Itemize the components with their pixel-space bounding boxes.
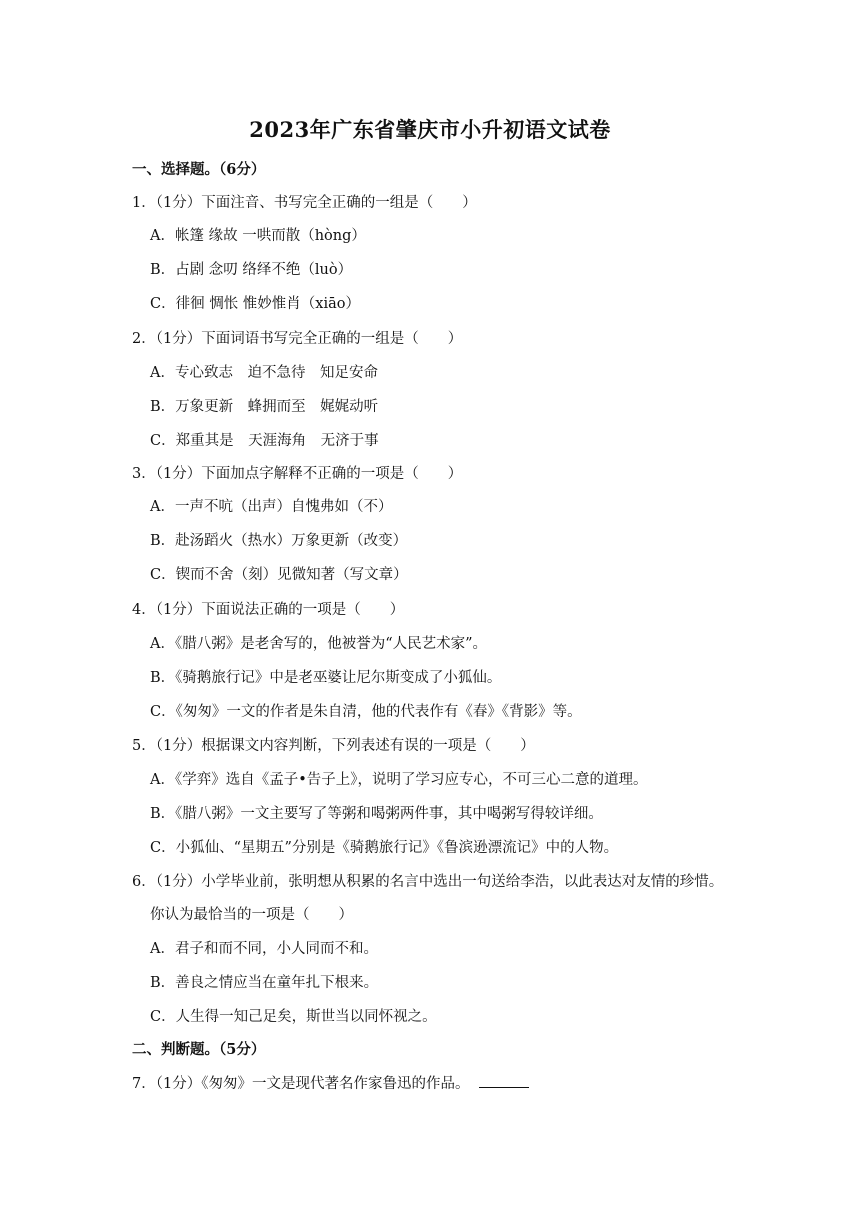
question-4-option-a: A．《腊八粥》是老舍写的，他被誉为“人民艺术家”。 <box>150 636 488 652</box>
answer-blank[interactable] <box>479 1073 529 1088</box>
question-2-option-c: C．郑重其是 天涯海角 无济于事 <box>150 433 379 449</box>
question-4-option-b: B．《骑鹅旅行记》中是老巫婆让尼尔斯变成了小狐仙。 <box>150 670 502 686</box>
question-stem-2: 2．（1分）下面词语书写完全正确的一组是（ ） <box>132 331 463 347</box>
question-2-option-b: B．万象更新 蜂拥而至 娓娓动听 <box>150 399 379 415</box>
question-6-option-c: C．人生得一知己足矣，斯世当以同怀视之。 <box>150 1009 437 1025</box>
question-6-option-a: A．君子和而不同，小人同而不和。 <box>150 941 378 957</box>
question-7-text: 7．（1分）《匆匆》一文是现代著名作家鲁迅的作品。 <box>132 1076 470 1092</box>
question-6-option-b: B．善良之情应当在童年扎下根来。 <box>150 975 379 991</box>
question-stem-1: 1．（1分）下面注音、书写完全正确的一组是（ ） <box>132 195 477 211</box>
section-heading-choice: 一、选择题。（6分） <box>132 161 266 178</box>
question-stem-5: 5．（1分）根据课文内容判断，下列表述有误的一项是（ ） <box>132 738 535 754</box>
question-3-option-b: B．赴汤蹈火（热水）万象更新（改变） <box>150 533 408 549</box>
question-2-option-a: A．专心致志 迫不急待 知足安命 <box>150 365 378 381</box>
question-stem-3: 3．（1分）下面加点字解释不正确的一项是（ ） <box>132 466 463 482</box>
question-4-option-c: C．《匆匆》一文的作者是朱自清，他的代表作有《春》《背影》等。 <box>150 704 582 720</box>
question-stem-6: 6．（1分）小学毕业前，张明想从积累的名言中选出一句送给李浩，以此表达对友情的珍惜。 <box>132 874 724 890</box>
question-3-option-a: A．一声不吭（出声）自愧弗如（不） <box>150 499 393 515</box>
question-5-option-a: A．《学弈》选自《孟子•告子上》，说明了学习应专心，不可三心二意的道理。 <box>150 772 648 788</box>
question-1-option-a: A．帐篷 缘故 一哄而散（hòng） <box>150 228 366 244</box>
question-1-option-c: C．徘徊 惆怅 惟妙惟肖（xiāo） <box>150 296 361 312</box>
question-3-option-c: C．锲而不舍（刻）见微知著（写文章） <box>150 567 408 583</box>
question-5-option-b: B．《腊八粥》一文主要写了等粥和喝粥两件事，其中喝粥写得较详细。 <box>150 806 603 822</box>
page-title: 2023年广东省肇庆市小升初语文试卷 <box>249 117 611 142</box>
question-stem-6-continued: 你认为最恰当的一项是（ ） <box>150 907 353 923</box>
question-1-option-b: B．占剧 念叨 络绎不绝（luò） <box>150 262 353 278</box>
question-5-option-c: C．小狐仙、“星期五”分别是《骑鹅旅行记》《鲁滨逊漂流记》中的人物。 <box>150 840 619 856</box>
question-stem-7 <box>132 1072 529 1093</box>
section-heading-judgement: 二、判断题。（5分） <box>132 1041 266 1058</box>
question-stem-4: 4．（1分）下面说法正确的一项是（ ） <box>132 602 405 618</box>
